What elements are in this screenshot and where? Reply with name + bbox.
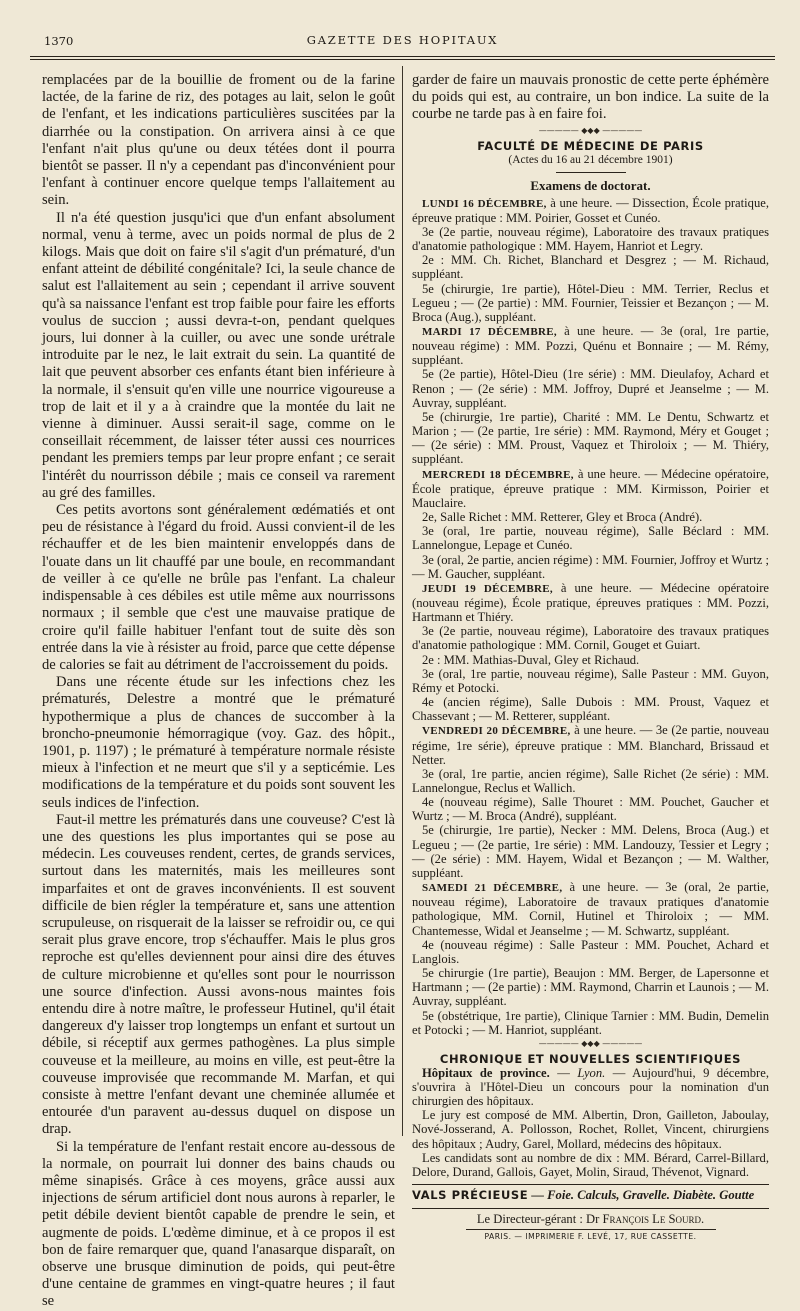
exam-text: à une heure. — Médecine opératoire (nouveau régime), École pratique, épreuves pratiques : MM. Pozzi, Hartmann et Thiéry. <box>412 580 770 625</box>
exam-text: 5e (2e partie), Hôtel-Dieu (1re série) : MM. Dieulafoy, Achard et Renon ; — (2e série) : MM. Joffroy, Dupré et Jeanselme ; — M. Auvray, suppléant. <box>412 367 769 410</box>
exam-entry <box>412 767 769 795</box>
paragraph: Ces petits avortons sont généralement œdématiés et ont peu de résistance à l'égard du froid. Aussi convient-il de les réchauffer et de les bien maintenir enveloppés dans de l'ouate dans un lit chauffé par une boule, en recommandant de veiller à ce qu'elle ne brûle pas l'enfant. La chaleur indispensable à ces débiles est utile même aux nourrissons normaux ; il semble que c'est une mauvaise pratique de croire qu'il faille habituer l'enfant tout de suite dès son entrée dans la vie à résister au froid, parce que cette dépense de calories se fait au détriment de l'accroissement du poids. <box>42 502 395 673</box>
exam-entry <box>412 467 769 510</box>
exam-text: 3e (2e partie, nouveau régime), Laboratoire des travaux pratiques d'anatomie pathologique : MM. Hayem, Hanriot et Legry. <box>412 224 769 254</box>
exam-entry <box>412 510 769 524</box>
exam-day: LUNDI 16 DÉCEMBRE, <box>422 197 547 210</box>
paragraph: Il n'a été question jusqu'ici que d'un enfant absolument normal, venu à terme, avec un poids normal de plus de 2 kilogs. Mais que doit on faire s'il s'agit d'un prématuré, d'un enfant atteint de débilité congénitale? Ici, la seule chance de salut est l'allaitement au sein ; cependant il arrive souvent qu'à sa naissance l'enfant est trop faible pour faire les efforts voulus de succion ; aussi devra-t-on, pendant quelques jours, lui donner à la cuiller, ou avec une sonde urétrale introduite par le nez, le lait extrait du sein. La quantité de lait que peuvent absorber ces enfants étant bien inférieure à la normale, il s'ensuit qu'en ville une nourrice vigoureuse a trop de lait et il y a à craindre que la montée du lait ne vienne à diminuer. Aussi serait-il sage, comme on le conseillait récemment, de laisser téter aussi ces nourrices pendant les premiers temps par leur propre enfant ; ce serait l'intérêt du nourrisson débile ; mais ce conseil va rarement au gré des familles. <box>42 209 395 501</box>
faculty-subtitle: (Actes du 16 au 21 décembre 1901) <box>508 153 673 166</box>
exam-text: 4e (ancien régime), Salle Dubois : MM. Proust, Vaquez et Chassevant ; — M. Retterer, suppléant. <box>412 695 769 724</box>
paragraph: Si la température de l'enfant restait encore au-dessous de la normale, on pourrait lui donner des bains chauds ou même sinapisés. Grâce à ces moyens, grâce aussi aux injections de sérum artificiel dont nous aurons à reparler, le petit débile devient bientôt capable de prendre le sein, et augmente de poids. L'œdème diminue, et à ce propos il est bon de faire remarquer que, quand l'anasarque disparaît, on observe une brusque diminution de poids, qui peut-être d'une centaine de grammes en vingt-quatre heures ; il faut se <box>42 1138 395 1310</box>
advert-rule <box>412 1208 769 1209</box>
advert-text: — Foie. Calculs, Gravelle. Diabète. Goutte <box>531 1188 755 1203</box>
exam-text: à une heure. — Dissection, École pratique, épreuve pratique : MM. Poirier, Gosset et Cunéo. <box>412 195 769 225</box>
exam-list <box>412 196 769 1037</box>
column-divider <box>402 66 403 1136</box>
news-text: — Aujourd'hui, 9 décembre, s'ouvrira à l'Hôtel-Dieu un concours pour la nomination d'un chirurgien des hôpitaux. <box>412 1065 769 1109</box>
page-number: 1370 <box>44 34 74 48</box>
ornament-divider: ————— ◆◆◆ ————— <box>538 1038 643 1048</box>
header-rule <box>30 56 775 57</box>
paragraph: Faut-il mettre les prématurés dans une couveuse? C'est là une des questions les plus importantes qui se pose au médecin. Les couveuses rendent, certes, de grands services, surtout dans les maternités, mais les meilleures sont imparfaites et ont de graves inconvénients. Il est souvent difficile de bien régler la température et, sans une attention scrupuleuse, on risquerait de la laisser se refroidir ou, ce qui serait plus grave encore, trop s'échauffer. Mais le plus gros reproche est qu'elles deviennent pour ainsi dire des étuves de culture microbienne et qu'elles sont pour le nourrisson une source d'infection. Aussi avons-nous maintes fois entendu dire à notre maître, le professeur Hutinel, qu'il était dangereux d'y laisser trop longtemps un enfant et surtout un débile, si réceptif aux germes pathogènes. La plus simple couveuse et la meilleure, au moins en ville, est peut-être la couveuse improvisée que recommande M. Marfan, et qui consiste à mettre l'enfant devant une cheminée allumée et entourée d'un paravent au-dessus duquel on dispose un drap. <box>42 811 395 1138</box>
exam-text: 3e (oral, 1re partie, ancien régime), Salle Richet (2e série) : MM. Lannelongue, Reclus et Wallich. <box>412 766 769 796</box>
exam-day: MERCREDI 18 DÉCEMBRE, <box>422 468 574 481</box>
exam-entry <box>412 624 769 652</box>
exam-text: 5e chirurgie (1re partie), Beaujon : MM. Berger, de Lapersonne et Hartmann ; — (2e partie) : MM. Raymond, Charrin et Launois ; — M. Auvray, suppléant. <box>412 966 769 1009</box>
advert <box>412 1188 769 1203</box>
exam-entry <box>412 653 769 667</box>
exam-text: à une heure. — Médecine opératoire, École pratique, épreuve pratique : MM. Kirmisson, Poirier et Mauclaire. <box>412 466 769 510</box>
exam-text: 5e (chirurgie, 1re partie), Charité : MM. Le Dentu, Schwartz et Marion ; — (2e partie, 1re série) : MM. Raymond, Méry et Gouget ; — (2e série) : MM. Proust, Vaquez et Thiroloix ; — M. Thiéry, suppléant. <box>412 409 769 467</box>
printer-line: PARIS. — IMPRIMERIE F. LEVÉ, 17, RUE CASSETTE. <box>466 1229 716 1242</box>
exam-text: à une heure. — 3e (oral, 1re partie, nouveau régime) : MM. Pozzi, Quénu et Bonnaire ; — M. Rémy, suppléant. <box>412 324 769 368</box>
director-name: François Le Sourd. <box>602 1212 705 1227</box>
exam-text: 4e (nouveau régime), Salle Thouret : MM. Pouchet, Gaucher et Wurtz ; — M. Broca (André), suppléant. <box>412 795 769 824</box>
journal-title: GAZETTE DES HOPITAUX <box>306 33 499 47</box>
news-paragraph: Hôpitaux de province. — Lyon. — Aujourd'hui, 9 décembre, s'ouvrira à l'Hôtel-Dieu un concours pour la nomination d'un chirurgien des hôpitaux. <box>412 1065 769 1109</box>
exam-text: 5e (chirurgie, 1re partie), Hôtel-Dieu : MM. Terrier, Reclus et Legueu ; — (2e partie) : MM. Fournier, Teissier et Bezançon ; — M. Broca (Aug.), suppléant. <box>412 281 769 324</box>
short-rule <box>556 172 626 173</box>
exam-text: 5e (chirurgie, 1re partie), Necker : MM. Delens, Broca (Aug.) et Legueu ; — (2e partie, 1re série) : MM. Landouzy, Tessier et Legry ; — (2e série) : MM. Hayem, Widal et Bezançon ; — M. Walther, suppléant. <box>412 823 769 880</box>
exam-text: à une heure. — 3e (2e partie, nouveau régime, 1re série), épreuve pratique : MM. Blanchard, Brissaud et Netter. <box>412 723 769 767</box>
exams-title: Examens de doctorat. <box>530 177 651 193</box>
exam-entry <box>412 667 769 695</box>
exam-entry <box>412 695 769 723</box>
paragraph: remplacées par de la bouillie de froment ou de la farine lactée, de la farine de riz, des potages au lait, selon le goût de l'enfant, et les indications particulières suscitées par la diarrhée ou la constipation. On arrivera ainsi à ce que l'enfant n'ait plus qu'une ou deux tétées dont il pourra bientôt se passer. Il n'y a cependant pas d'inconvénient pour l'enfant à continuer encore quelque temps l'allaitement au sein. <box>42 72 395 209</box>
exam-entry <box>412 938 769 966</box>
intro-paragraph: garder de faire un mauvais pronostic de cette perte éphémère du poids qui est, au contraire, un bon indice. La suite de la courbe ne tarde pas à en faire foi. <box>412 72 769 123</box>
exam-day: VENDREDI 20 DÉCEMBRE, <box>422 725 571 738</box>
exam-entry <box>412 410 769 467</box>
exam-entry <box>412 367 769 409</box>
faculty-title: FACULTÉ DE MÉDECINE DE PARIS <box>477 138 704 153</box>
news-paragraph: Le jury est composé de MM. Albertin, Dron, Gailleton, Jaboulay, Nové-Josserand, A. Pollosson, Rochet, Rollet, Vincent, chirurgiens des hôpitaux ; Audry, Garel, Mollard, médecins des hôpitaux. <box>412 1108 769 1151</box>
exam-entry <box>412 253 769 281</box>
exam-entry <box>412 795 769 823</box>
exam-entry <box>412 880 769 938</box>
news-lead: Hôpitaux de province. <box>422 1065 550 1080</box>
right-column <box>412 72 769 1242</box>
director-line <box>412 1212 769 1227</box>
exam-day: JEUDI 19 DÉCEMBRE, <box>422 582 553 595</box>
exam-entry <box>412 225 769 253</box>
exam-text: 5e (obstétrique, 1re partie), Clinique Tarnier : MM. Budin, Demelin et Potocki ; — M. Hanriot, suppléant. <box>412 1008 769 1037</box>
exam-text: 3e (2e partie, nouveau régime), Laboratoire des travaux pratiques d'anatomie pathologique : MM. Cornil, Gouget et Guiart. <box>412 624 769 653</box>
exam-text: 2e, Salle Richet : MM. Retterer, Gley et Broca (André). <box>422 510 703 525</box>
paragraph: Dans une récente étude sur les infections chez les prématurés, Delestre a montré que le prématuré hypothermique a plus de chances de succomber à la broncho-pneumonie hémorragique (voy. Gaz. des hôpit., 1901, p. 1197) ; le prématuré à température normale résiste mieux à l'infection et ne meurt que s'il y a septicémie. Les modifications de la température et du poids sont souvent les seuls indices de l'infection. <box>42 674 395 811</box>
news-title: CHRONIQUE ET NOUVELLES SCIENTIFIQUES <box>439 1051 742 1066</box>
news-paragraph: Les candidats sont au nombre de dix : MM. Bérard, Carrel-Billard, Delore, Durand, Gallois, Gayet, Molin, Siraud, Thévenot, Vignard. <box>412 1150 769 1179</box>
exam-text: à une heure. — 3e (oral, 2e partie, nouveau régime), Laboratoire de travaux pratiques d'anatomie pathologique, MM. Cornil, Hutinel et Thiroloix ; — MM. Chantemesse, Widal et Jeanselme ; — M. Schwartz, suppléant. <box>412 880 769 938</box>
advert-rule <box>412 1184 769 1185</box>
exam-text: 2e : MM. Mathias-Duval, Gley et Richaud. <box>422 652 640 667</box>
exam-entry <box>412 723 769 766</box>
header-rule-thin <box>30 59 775 60</box>
exam-text: 2e : MM. Ch. Richet, Blanchard et Desgrez ; — M. Richaud, suppléant. <box>412 253 769 282</box>
exam-text: 3e (oral, 1re partie, nouveau régime), Salle Pasteur : MM. Guyon, Rémy et Potocki. <box>412 666 769 695</box>
exam-entry <box>412 1009 769 1037</box>
exam-text: 3e (oral, 2e partie, ancien régime) : MM. Fournier, Joffroy et Wurtz ; — M. Gaucher, suppléant. <box>412 552 769 581</box>
news-place: Lyon. <box>577 1065 606 1080</box>
exam-entry <box>412 524 769 552</box>
exam-text: 4e (nouveau régime) : Salle Pasteur : MM. Pouchet, Achard et Langlois. <box>412 937 769 966</box>
exam-entry <box>412 553 769 581</box>
exam-entry <box>412 196 769 225</box>
page-header <box>30 30 775 54</box>
exam-entry <box>412 282 769 324</box>
exam-entry <box>412 966 769 1008</box>
exam-day: MARDI 17 DÉCEMBRE, <box>422 326 557 339</box>
exam-entry <box>412 823 769 880</box>
director-label: Le Directeur-gérant : Dr <box>476 1212 600 1227</box>
exam-entry <box>412 581 769 624</box>
exam-day: SAMEDI 21 DÉCEMBRE, <box>422 882 563 895</box>
exam-entry <box>412 324 769 367</box>
left-column <box>42 72 395 1311</box>
ornament-divider: ————— ◆◆◆ ————— <box>538 125 643 135</box>
exam-text: 3e (oral, 1re partie, nouveau régime), Salle Béclard : MM. Lannelongue, Lepage et Cunéo. <box>412 524 769 553</box>
news-section <box>412 1066 769 1179</box>
advert-name: VALS PRÉCIEUSE <box>412 1188 529 1203</box>
